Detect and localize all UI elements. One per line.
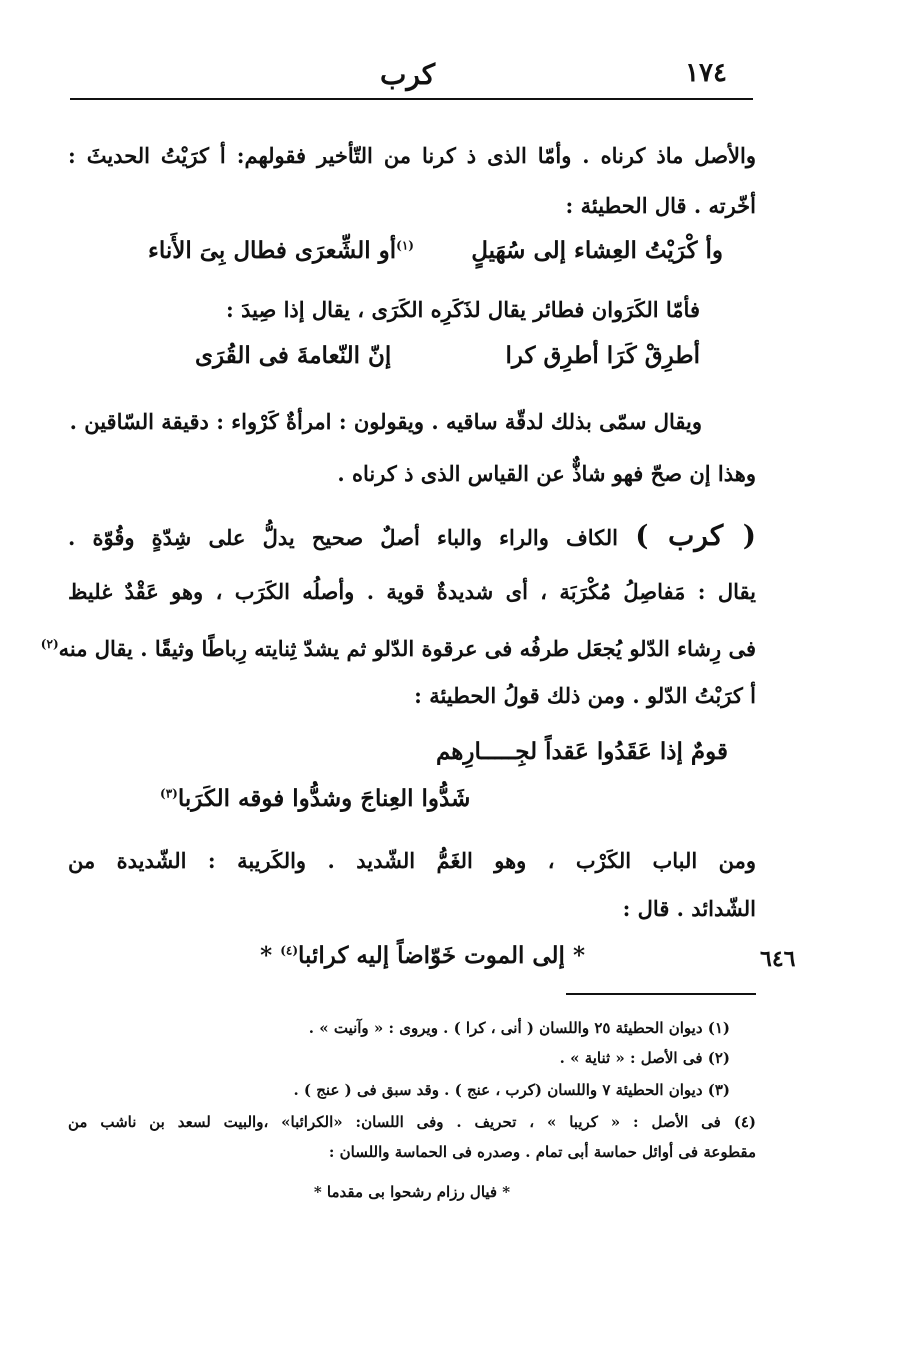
text-line-7: فى رِشاء الدّلو يُجعَل طرفُه فى عرقوة الدّلو ثم يشدّ ثِنايته رِباطًا وثيقًا . يقال منه$^{(٢)}$ [40,636,756,661]
text-line-9: ومن الباب الكَرْب ، وهو الغَمُّ الشّديد . والكَريبة : الشّديدة من [68,848,756,873]
verse-2-second-hemistich: إنّ النّعامةَ فى القُرَى [195,342,392,369]
text-line-2: أخّرته . قال الحطيئة : [565,193,756,218]
margin-number: ٦٤٦ [760,946,796,972]
footnote-marker-3: (٣) [160,786,178,801]
text-line-10: الشّدائد . قال : [622,896,756,921]
text-line-6: يقال : مَفاصِلُ مُكْرَبَة ، أى شديدةٌ قوية . وأصلُه الكَرَب ، وهو عَقْدٌ غليظ [68,579,756,604]
entry-head-line [68,520,756,554]
verse-3-second-hemistich: شَدُّوا العِناجَ وشدُّوا فوقه الكَرَبا$^{(٣)}$ [160,785,471,812]
verse-2-first-hemistich: أطرِقْ كَرَا أطرِق كرا [505,342,700,369]
footnote-2: (٢) فى الأصل : « ثناية » . [559,1049,730,1067]
footnote-marker-2: (٢) [40,637,59,651]
footnote-marker-4: (٤) [280,943,299,958]
header-rule [70,98,753,100]
verse-4: * إلى الموت خَوّاضاً إليه كرائبا$^{(٤)}$ * [260,942,585,969]
footnote-4-verse: * فيال رزام رشحوا بى مقدما * [313,1183,511,1201]
footnote-rule [566,993,756,995]
footnote-marker-1: (١) [396,238,414,253]
text-line-4: ويقال سمّى بذلك لدقّة ساقيه . ويقولون : امرأةٌ كَرْواء : دقيقة السّاقين . [69,409,702,434]
text-line-1: والأصل ماذ كرناه . وأمّا الذى ذ كرنا من التّأخير فقولهم: أ كرَيْتُ الحديثَ : [68,143,756,168]
text-line-8: أ كرَبْتُ الدّلو . ومن ذلك قولُ الحطيئة : [414,683,756,708]
verse-1-first-hemistich: وأ كْرَيْتُ العِشاء إلى سُهَيلٍ [471,237,723,264]
footnote-3: (٣) ديوان الحطيئة ٧ واللسان (كرب ، عنج ) . وقد سبق فى ( عنج ) . [293,1081,730,1099]
footnote-4-line-1: (٤) فى الأصل : « كريبا » ، تحريف . وفى اللسان: «الكرائبا» ،والبيت لسعد بن ناشب من [68,1113,756,1131]
entry-headword: ( كرب ) [635,519,757,552]
page-number: ١٧٤ [685,58,727,88]
footnote-4-line-2: مقطوعة فى أوائل حماسة أبى تمام . وصدره فى الحماسة واللسان : [328,1143,756,1161]
footnote-1: (١) ديوان الحطيئة ٢٥ واللسان ( أنى ، كرا ) . ويروى : « وآنيت » . [308,1019,730,1037]
verse-1-second-hemistich: $^{(١)}$أو الشِّعرَى فطال بِىَ الأَناء [148,237,414,264]
text-line-5: وهذا إن صحّ فهو شاذٌّ عن القياس الذى ذ كرناه . [337,461,756,486]
text-line-3: فأمّا الكَرَوان فطائر يقال لذَكَرِه الكَرَى ، يقال إذا صِيدَ : [226,297,700,322]
verse-3-first-hemistich: قومٌ إذا عَقَدُوا عَقداً لجِـــــارِهم [435,738,728,765]
entry-definition: الكاف والراء والباء أصلٌ صحيح يدلُّ على شِدّةٍ وقُوّة . [68,525,619,550]
running-head-root: كرب [380,58,436,91]
